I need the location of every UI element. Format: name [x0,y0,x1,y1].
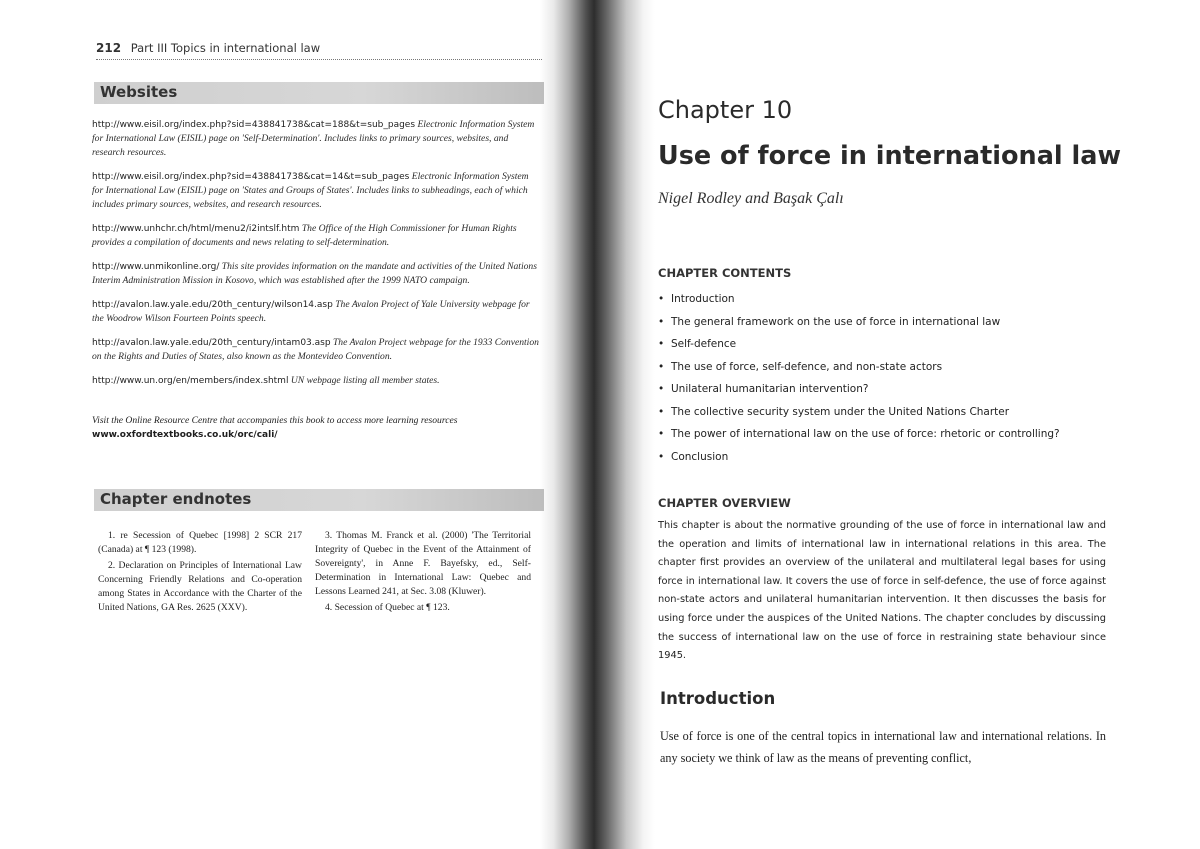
websites-heading: Websites [100,83,178,101]
endnote: 1. re Secession of Quebec [1998] 2 SCR 217 (Canada) at ¶ 123 (1998). [98,530,302,555]
contents-heading: CHAPTER CONTENTS [658,266,792,280]
websites-section-bar [94,82,544,104]
bullet-icon: • [658,428,665,440]
contents-item-label: Conclusion [671,450,729,463]
website-description: Electronic Information System for International Law (EISIL) page on 'States and Groups of States'. Includes links to subheadings, each of which includes primary sources, websites, and research resources. [92,171,529,210]
bullet-icon: • [658,383,665,395]
list-item [658,316,1060,339]
endnote: 3. Thomas M. Franck et al. (2000) 'The Territorial Integrity of Quebec in the Event of the Attainment of Sovereignty', in Anne F. Bayefsky, ed., Self-Determination in International Law: Quebec and Lessons Learned 241, at Sec. 3.08 (Kluwer). [315,530,531,597]
introduction-paragraph: Use of force is one of the central topics in international law and international relations. In any society we think of law as the means of preventing conflict, [660,729,1106,765]
website-description: UN webpage listing all member states. [290,375,440,386]
online-resource-link[interactable]: www.oxfordtextbooks.co.uk/orc/cali/ [92,430,278,440]
chapter-authors: Nigel Rodley and Başak Çalı [658,190,844,207]
website-link[interactable]: http://avalon.law.yale.edu/20th_century/wilson14.asp [92,300,333,310]
endnote: 2. Declaration on Principles of International Law Concerning Friendly Relations and Co-operation among States in Accordance with the Charter of the United Nations, GA Res. 2625 (XXV). [98,560,302,613]
contents-item-label: The use of force, self-defence, and non-state actors [671,360,943,373]
endnotes-heading: Chapter endnotes [100,490,252,508]
website-description: The Avalon Project webpage for the 1933 Convention on the Rights and Duties of States, also known as the Montevideo Convention. [92,337,539,362]
running-title: Part III Topics in international law [130,41,321,55]
overview-paragraph: This chapter is about the normative grounding of the use of force in international law and the operation and limits of international law in international relations in this area. The chapter first provides an overview of the unilateral and multilateral legal bases for using force in international law. It covers the use of force in self-defence, the use of force against non-state actors and unilateral humanitarian intervention. It then discusses the basis for using force under the auspices of the United Nations. The chapter concludes by discussing the success of international law on the use of force in restraining state behaviour since 1945. [658,520,1106,662]
chapter-number: Chapter 10 [658,96,793,124]
website-link[interactable]: http://www.unhchr.ch/html/menu2/i2intslf.htm [92,224,300,234]
list-item [658,383,1060,406]
website-link[interactable]: http://www.eisil.org/index.php?sid=438841738&cat=14&t=sub_pages [92,172,410,182]
contents-item-label: Self-defence [671,338,737,350]
book-spine-shadow [540,0,655,849]
endnotes-column-1 [98,529,302,617]
list-item [92,260,540,288]
list-item [658,361,1060,384]
online-resource-note [92,414,540,442]
contents-item-label: Unilateral humanitarian intervention? [671,383,869,395]
list-item [92,118,540,160]
website-description: The Office of the High Commissioner for Human Rights provides a compilation of documents and news relating to self-determination. [92,223,517,248]
overview-heading: CHAPTER OVERVIEW [658,496,791,510]
list-item [658,428,1060,451]
endnotes-section-bar [94,489,544,511]
website-description: The Avalon Project of Yale University webpage for the Woodrow Wilson Fourteen Points speech. [92,299,530,324]
list-item [658,293,1060,316]
website-link[interactable]: http://avalon.law.yale.edu/20th_century/intam03.asp [92,338,331,348]
list-item [658,451,1060,474]
website-link[interactable]: http://www.un.org/en/members/index.shtml [92,376,289,386]
bullet-icon: • [658,450,665,463]
list-item [658,338,1060,361]
contents-item-label: The general framework on the use of force in international law [671,315,1001,328]
list-item [92,222,540,250]
chapter-title: Use of force in international law [658,141,1122,171]
website-link[interactable]: http://www.unmikonline.org/ [92,262,220,272]
chapter-contents-list [658,293,1060,473]
websites-list [92,118,540,398]
introduction-heading: Introduction [660,689,776,708]
bullet-icon: • [658,338,665,350]
bullet-icon: • [658,405,665,418]
website-link[interactable]: http://www.eisil.org/index.php?sid=438841738&cat=188&t=sub_pages [92,120,416,130]
list-item [92,374,540,388]
page-header [96,41,320,55]
page-number: 212 [96,41,122,55]
list-item [92,170,540,212]
bullet-icon: • [658,315,665,328]
endnote: 4. Secession of Quebec at ¶ 123. [325,602,450,613]
header-divider [96,59,542,60]
website-description: Electronic Information System for International Law (EISIL) page on 'Self-Determination'. Includes links to primary sources, websites, and research resources. [92,119,535,158]
contents-item-label: The power of international law on the use of force: rhetoric or controlling? [671,428,1060,440]
endnotes-column-2 [315,529,531,617]
list-item [658,406,1060,429]
list-item [92,336,540,364]
website-description: This site provides information on the mandate and activities of the United Nations Interim Administration Mission in Kosovo, which was established after the 1999 NATO campaign. [92,261,537,286]
bullet-icon: • [658,293,665,305]
list-item [92,298,540,326]
bullet-icon: • [658,360,665,373]
contents-item-label: The collective security system under the United Nations Charter [671,405,1010,418]
contents-item-label: Introduction [671,293,735,305]
online-resource-text: Visit the Online Resource Centre that accompanies this book to access more learning resources [92,415,458,426]
